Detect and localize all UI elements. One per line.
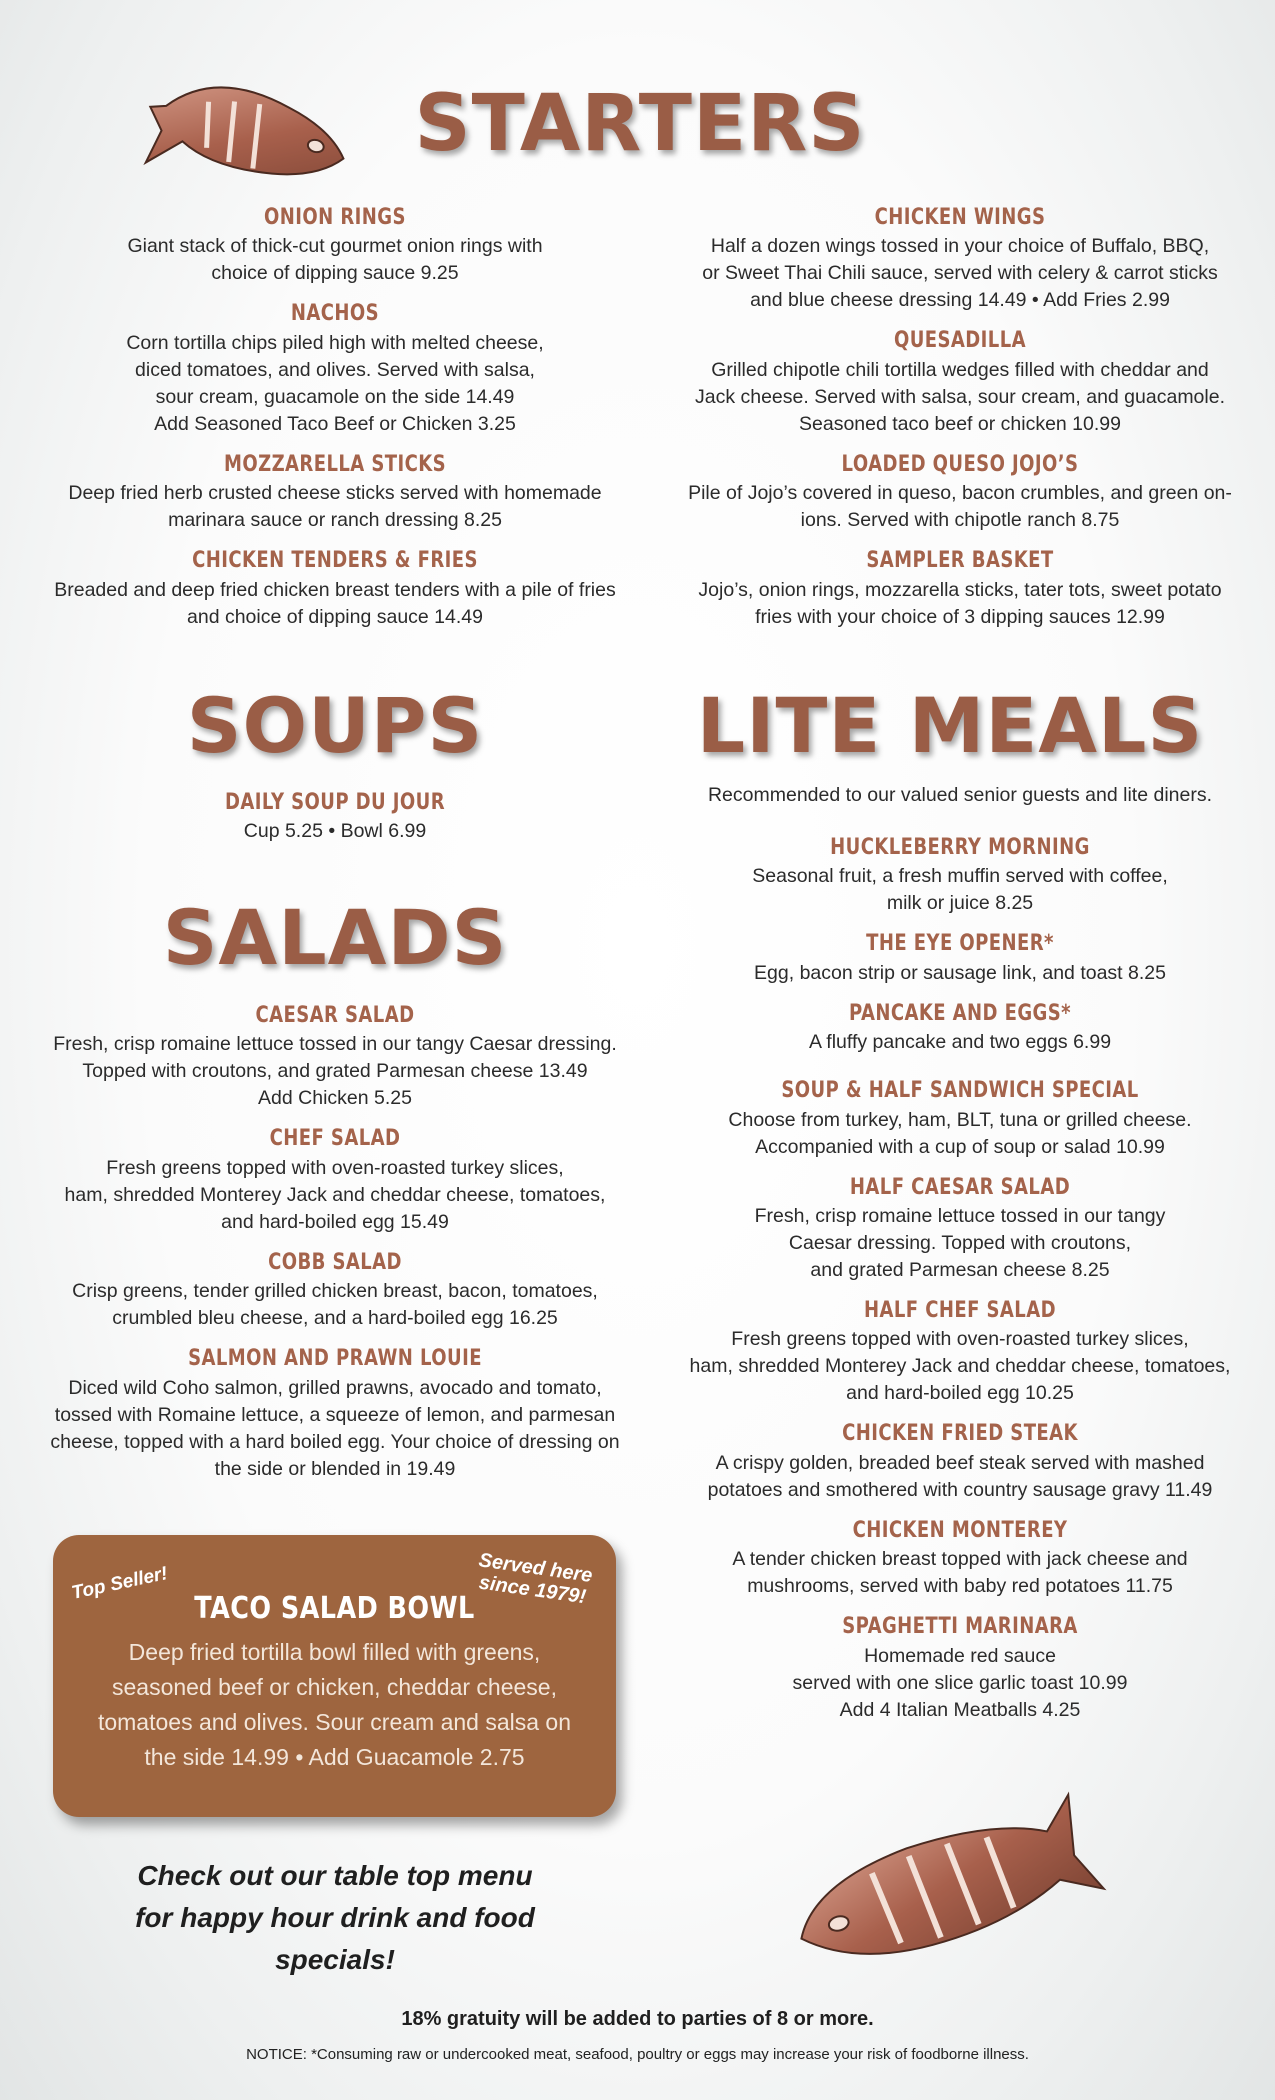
item-name: COBB SALAD <box>268 1249 402 1275</box>
happy-hour-note: Check out our table top menu for happy hour drink and food specials! <box>135 1860 535 1975</box>
top-seller-tag: Top Seller! <box>69 1563 170 1604</box>
item-description: Grilled chipotle chili tortilla wedges filled with cheddar and Jack cheese. Served with salsa, sour cream, and guacamole. Seasoned taco beef or chicken 10.99 <box>694 358 1225 435</box>
salmon-icon <box>140 58 355 223</box>
item-description: Breaded and deep fried chicken breast tenders with a pile of fries and choice of dipping sauce 14.49 <box>54 578 616 628</box>
menu-item <box>665 1518 1255 1600</box>
menu-item <box>665 328 1255 437</box>
item-name: HALF CAESAR SALAD <box>849 1174 1071 1200</box>
item-description: Diced wild Coho salmon, grilled prawns, avocado and tomato, tossed with Romaine lettuce, a squeeze of lemon, and parmesan cheese, topped with a hard boiled egg. Your choice of dressing on the side or blended in 19.49 <box>50 1376 620 1480</box>
item-name: CHICKEN MONTEREY <box>852 1517 1068 1543</box>
item-name: CHICKEN FRIED STEAK <box>842 1421 1078 1447</box>
item-description: Choose from turkey, ham, BLT, tuna or grilled cheese. Accompanied with a cup of soup or salad 10.99 <box>728 1108 1192 1158</box>
menu-item <box>40 548 630 630</box>
item-description: A tender chicken breast topped with jack cheese and mushrooms, served with baby red potatoes 11.75 <box>732 1548 1188 1598</box>
featured-taco-salad-box <box>53 1535 616 1817</box>
item-description: Crisp greens, tender grilled chicken breast, bacon, tomatoes, crumbled bleu cheese, and a hard-boiled egg 16.25 <box>72 1280 598 1330</box>
menu-item <box>665 548 1255 630</box>
item-description: Cup 5.25 • Bowl 6.99 <box>243 820 427 843</box>
menu-item <box>665 1001 1255 1056</box>
item-description: Fresh, crisp romaine lettuce tossed in our tangy Caesar dressing. Topped with croutons, and grated Parmesan cheese 8.25 <box>754 1204 1166 1281</box>
item-name: SAMPLER BASKET <box>866 548 1054 574</box>
item-name: QUESADILLA <box>893 328 1026 354</box>
menu-item <box>665 1298 1255 1407</box>
item-description: Seasonal fruit, a fresh muffin served with coffee, milk or juice 8.25 <box>752 865 1168 915</box>
item-description: Fresh greens topped with oven-roasted turkey slices, ham, shredded Monterey Jack and cheddar cheese, tomatoes, and hard-boiled egg 15.49 <box>64 1156 606 1233</box>
item-name: PANCAKE AND EGGS* <box>848 1000 1072 1026</box>
starters-right-column <box>665 205 1255 645</box>
since-1979-tag: Served here since 1979! <box>477 1549 594 1609</box>
menu-item <box>40 1250 630 1332</box>
item-description: Giant stack of thick-cut gourmet onion rings with choice of dipping sauce 9.25 <box>127 235 543 285</box>
item-name: CHICKEN TENDERS & FRIES <box>192 548 478 574</box>
menu-item <box>40 205 630 287</box>
item-description: A crispy golden, breaded beef steak served with mashed potatoes and smothered with country sausage gravy 11.49 <box>707 1451 1213 1501</box>
item-name: ONION RINGS <box>264 205 406 230</box>
item-description: Pile of Jojo’s covered in queso, bacon crumbles, and green on- ions. Served with chipotle ranch 8.75 <box>688 482 1232 532</box>
menu-item <box>40 1346 630 1482</box>
menu-item <box>40 301 630 437</box>
item-name: THE EYE OPENER* <box>866 931 1054 957</box>
menu-item <box>665 1614 1255 1723</box>
menu-item <box>665 452 1255 534</box>
item-description: Egg, bacon strip or sausage link, and toast 8.25 <box>754 961 1166 984</box>
menu-item <box>665 1175 1255 1284</box>
menu-item <box>40 1126 630 1235</box>
section-title-starters: STARTERS <box>414 79 866 169</box>
item-name: HALF CHEF SALAD <box>864 1297 1056 1323</box>
item-name: CAESAR SALAD <box>255 1003 415 1028</box>
soups-column <box>40 790 630 859</box>
item-name: HUCKLEBERRY MORNING <box>830 835 1090 860</box>
section-title-lite-meals: LITE MEALS <box>696 681 1204 770</box>
item-description: Jojo’s, onion rings, mozzarella sticks, tater tots, sweet potato fries with your choice of 3 dipping sauces 12.99 <box>698 578 1222 628</box>
item-description: Homemade red sauce served with one slice garlic toast 10.99 Add 4 Italian Meatballs 4.25 <box>792 1644 1128 1721</box>
item-description: Corn tortilla chips piled high with melted cheese, diced tomatoes, and olives. Served with salsa, sour cream, guacamole on the side 14.49 Add Seasoned Taco Beef or Chicken 3.25 <box>126 331 544 435</box>
menu-item <box>665 931 1255 986</box>
menu-item <box>665 205 1255 314</box>
gratuity-notice: 18% gratuity will be added to parties of 8 or more. <box>401 2008 874 2030</box>
item-name: CHICKEN WINGS <box>874 205 1046 230</box>
item-name: CHEF SALAD <box>269 1126 401 1152</box>
item-description: Deep fried herb crusted cheese sticks served with homemade marinara sauce or ranch dressing 8.25 <box>68 482 602 532</box>
taco-title: TACO SALAD BOWL <box>194 1591 475 1626</box>
section-title-soups: SOUPS <box>186 681 484 770</box>
lite-meals-column <box>665 782 1255 1738</box>
item-name: SPAGHETTI MARINARA <box>842 1614 1078 1640</box>
item-name: DAILY SOUP DU JOUR <box>224 790 446 815</box>
item-description: Fresh greens topped with oven-roasted turkey slices, ham, shredded Monterey Jack and cheddar cheese, tomatoes, and hard-boiled egg 10.25 <box>689 1328 1231 1405</box>
item-description: A fluffy pancake and two eggs 6.99 <box>808 1031 1112 1054</box>
menu-item <box>40 790 630 845</box>
item-name: MOZZARELLA STICKS <box>223 451 447 477</box>
lite-meals-intro: Recommended to our valued senior guests and lite diners. <box>707 784 1213 806</box>
taco-description: Deep fried tortilla bowl filled with greens, seasoned beef or chicken, cheddar cheese, tomatoes and olives. Sour cream and salsa on the side 14.99 • Add Guacamole 2.75 <box>97 1639 572 1770</box>
salads-column <box>40 1003 630 1497</box>
foodborne-notice: NOTICE: *Consuming raw or undercooked meat, seafood, poultry or eggs may increase your risk of foodborne illness. <box>246 2046 1029 2063</box>
menu-item <box>40 452 630 534</box>
item-description: Half a dozen wings tossed in your choice of Buffalo, BBQ, or Sweet Thai Chili sauce, served with celery & carrot sticks and blue cheese dressing 14.49 • Add Fries 2.99 <box>702 235 1218 312</box>
menu-item <box>40 1003 630 1112</box>
item-name: SOUP & HALF SANDWICH SPECIAL <box>781 1078 1139 1104</box>
salmon-icon <box>780 1780 1110 2010</box>
item-description: Fresh, crisp romaine lettuce tossed in our tangy Caesar dressing. Topped with croutons, and grated Parmesan cheese 13.49 Add Chicken 5.25 <box>53 1033 617 1110</box>
menu-item <box>665 1078 1255 1160</box>
item-name: LOADED QUESO JOJO’S <box>841 451 1079 477</box>
menu-item <box>665 1421 1255 1503</box>
section-title-salads: SALADS <box>162 893 508 982</box>
menu-item <box>665 835 1255 917</box>
starters-left-column <box>40 205 630 645</box>
item-name: NACHOS <box>290 301 380 327</box>
item-name: SALMON AND PRAWN LOUIE <box>188 1346 482 1372</box>
